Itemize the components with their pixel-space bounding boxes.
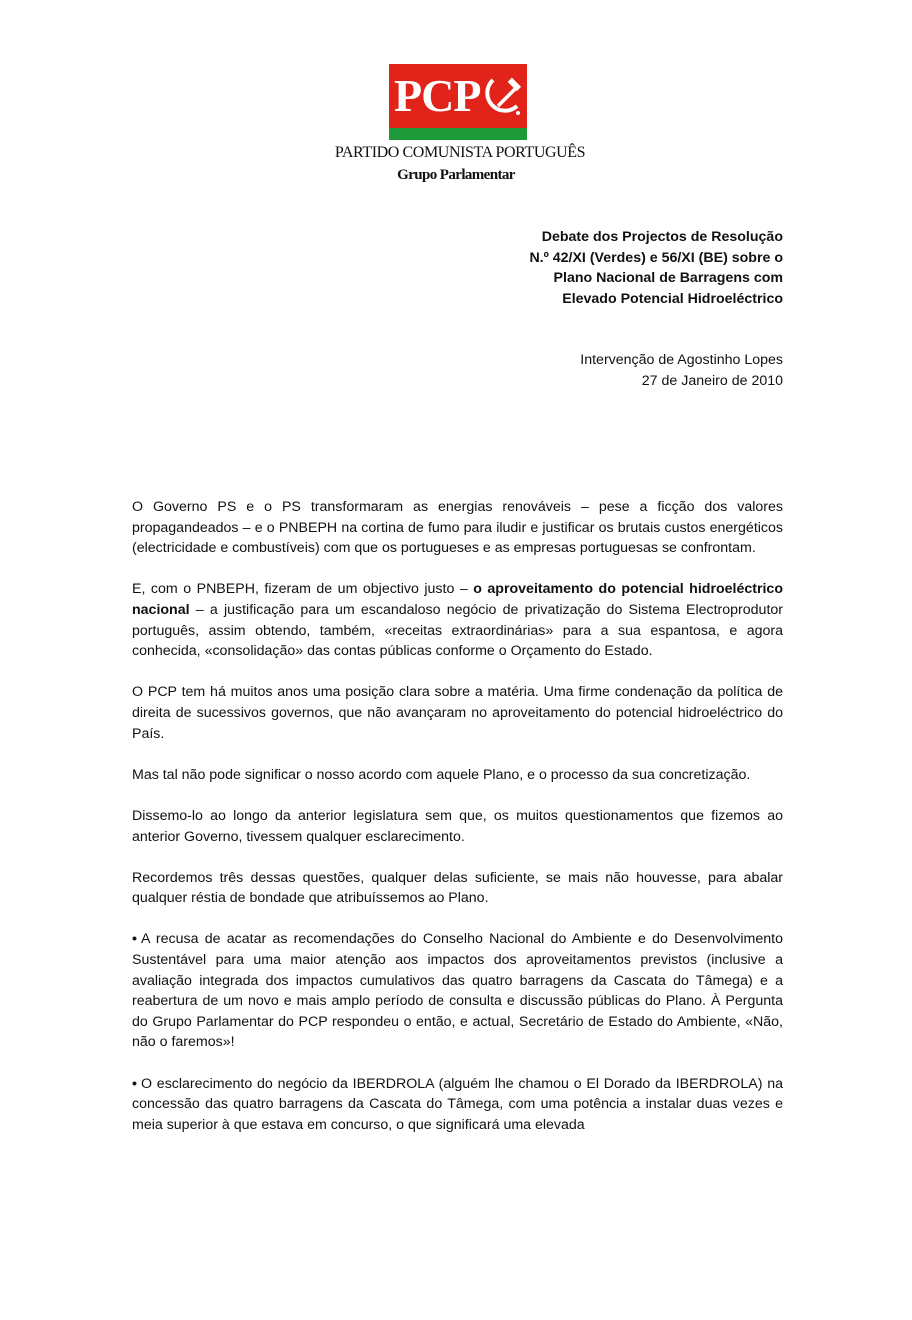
bullet-icon: • bbox=[132, 931, 137, 948]
paragraph bbox=[132, 579, 783, 661]
debate-title-line: N.º 42/XI (Verdes) e 56/XI (BE) sobre o bbox=[529, 249, 783, 266]
emphasis-text: o aproveitamento do potencial hidroeléctrico nacional bbox=[132, 581, 783, 618]
party-name: PARTIDO COMUNISTA PORTUGUÊS bbox=[334, 144, 586, 161]
bullet-text: O esclarecimento do negócio da IBERDROLA (alguém lhe chamou o El Dorado da IBERDROLA) na concessão das quatro barragens da Cascata do Tâmega, com uma potência a instalar duas vezes e meia superior à que estava em concurso, o que significará uma elevada bbox=[132, 1075, 783, 1133]
paragraph: O Governo PS e o PS transformaram as energias renováveis – pese a ficção dos valores propagandeados – e o PNBEPH na cortina de fumo para iludir e justificar os brutais custos energéticos (electricidade e combustíveis) com que os portugueses e as empresas portuguesas se confrontam. bbox=[132, 499, 783, 557]
intervention-info bbox=[443, 350, 783, 391]
bullet-text: A recusa de acatar as recomendações do Conselho Nacional do Ambiente e do Desenvolvimento Sustentável para uma maior atenção aos impactos dos aproveitamentos previstos (inclusive a avaliação integrada dos impactos cumulativos das quatro barragens da Cascata do Tâmega) e a reabertura de um novo e mais amplo período de consulta e discussão públicas do Plano. À Pergunta do Grupo Parlamentar do PCP respondeu o então, e actual, Secretário de Estado do Ambiente, «Não, não o faremos»! bbox=[132, 931, 783, 1051]
intervention-date: 27 de Janeiro de 2010 bbox=[641, 372, 783, 389]
paragraph: Recordemos três dessas questões, qualquer delas suficiente, se mais não houvesse, para abalar qualquer réstia de bondade que atribuíssemos ao Plano. bbox=[132, 869, 783, 907]
party-logo bbox=[389, 64, 527, 140]
debate-title-line: Plano Nacional de Barragens com bbox=[553, 270, 783, 287]
hammer-sickle-icon bbox=[484, 76, 524, 118]
logo-green-stripe bbox=[389, 128, 527, 140]
debate-title-line: Elevado Potencial Hidroeléctrico bbox=[562, 290, 783, 307]
logo-text: PCP bbox=[394, 70, 481, 121]
debate-title-line: Debate dos Projectos de Resolução bbox=[541, 229, 783, 245]
speech-body bbox=[132, 497, 783, 1135]
paragraph-text: E, com o PNBEPH, fizeram de um objectivo justo – bbox=[132, 581, 474, 598]
paragraph: Mas tal não pode significar o nosso acordo com aquele Plano, e o processo da sua concretização. bbox=[132, 766, 751, 783]
bullet-item bbox=[132, 929, 783, 1053]
debate-title bbox=[443, 227, 783, 309]
intervention-author: Intervenção de Agostinho Lopes bbox=[580, 352, 783, 368]
bullet-item bbox=[132, 1074, 783, 1136]
paragraph: Dissemo-lo ao longo da anterior legislatura sem que, os muitos questionamentos que fizemos ao anterior Governo, tivessem qualquer esclarecimento. bbox=[132, 807, 783, 845]
group-name: Grupo Parlamentar bbox=[397, 167, 515, 183]
paragraph: O PCP tem há muitos anos uma posição clara sobre a matéria. Uma firme condenação da política de direita de sucessivos governos, que não avançaram no aproveitamento do potencial hidroeléctrico do País. bbox=[132, 684, 783, 742]
paragraph-text: – a justificação para um escandaloso negócio de privatização do Sistema Electroprodutor português, assim obtendo, também, «receitas extraordinárias» para a sua espantosa, e agora conhecida, «consolidação» das contas públicas conforme o Orçamento do Estado. bbox=[132, 601, 783, 660]
bullet-icon: • bbox=[132, 1075, 137, 1092]
